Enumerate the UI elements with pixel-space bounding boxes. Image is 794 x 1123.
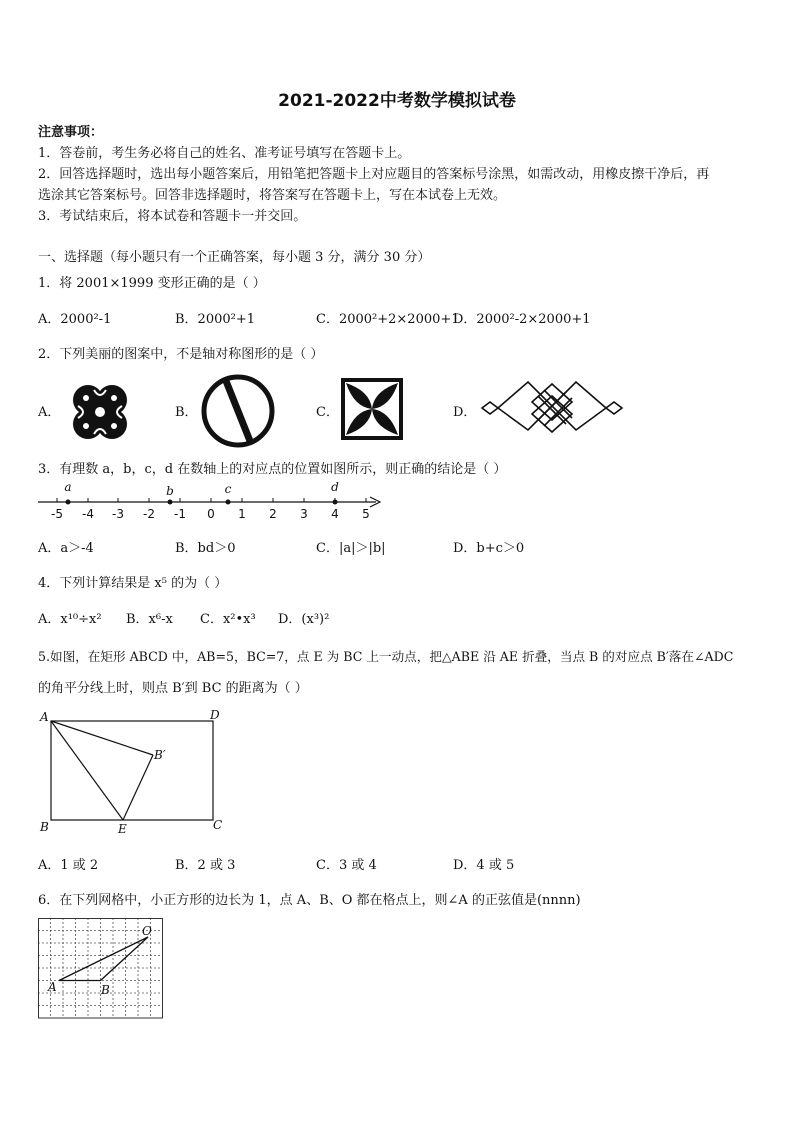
q5-label-b: B bbox=[40, 820, 49, 834]
q2-label-a: A． bbox=[38, 405, 61, 420]
q1-option-d: D．2000²-2×2000+1 bbox=[453, 312, 591, 327]
q3-tick: -4 bbox=[82, 507, 94, 521]
q4-option-a: A．x¹⁰÷x² bbox=[38, 612, 102, 627]
q1-option-c: C．2000²+2×2000+1 bbox=[316, 312, 460, 327]
q3-tick: -1 bbox=[174, 507, 186, 521]
q5-label-c: C bbox=[213, 818, 223, 832]
q3-number-line bbox=[36, 478, 386, 524]
q5-rectangle-figure bbox=[36, 707, 232, 837]
section-heading: 一、选择题（每小题只有一个正确答案，每小题 3 分，满分 30 分） bbox=[38, 250, 431, 265]
question-4-stem: 4．下列计算结果是 x⁵ 的为（ ） bbox=[38, 576, 228, 591]
question-6-stem: 6．在下列网格中，小正方形的边长为 1，点 A、B、O 都在格点上，则∠A 的正弦值是(nnnn) bbox=[38, 893, 581, 908]
q1-option-b: B．2000²+1 bbox=[175, 312, 256, 327]
q6-grid-figure bbox=[38, 918, 164, 1020]
q5-label-a: A bbox=[40, 710, 49, 724]
q5-label-e: E bbox=[118, 822, 127, 836]
q3-label-b: b bbox=[166, 484, 174, 498]
q5-option-a: A．1 或 2 bbox=[38, 858, 99, 873]
q2-pattern-b bbox=[200, 373, 276, 449]
q4-option-d: D．(x³)² bbox=[278, 612, 330, 627]
question-3-stem: 3．有理数 a，b，c，d 在数轴上的对应点的位置如图所示，则正确的结论是（ ） bbox=[38, 462, 507, 477]
q2-label-b: B． bbox=[175, 405, 198, 420]
q3-tick: 4 bbox=[331, 507, 339, 521]
question-1-stem: 1．将 2001×1999 变形正确的是（ ） bbox=[38, 276, 266, 291]
q2-label-d: D． bbox=[453, 405, 477, 420]
question-2-stem: 2．下列美丽的图案中，不是轴对称图形的是（ ） bbox=[38, 347, 324, 362]
question-5-stem-line-2: 的角平分线上时，则点 B′到 BC 的距离为（ ） bbox=[38, 681, 308, 696]
q5-label-b-prime: B′ bbox=[154, 748, 166, 762]
question-5-stem-line-1: 5.如图，在矩形 ABCD 中，AB=5，BC=7，点 E 为 BC 上一动点，把△ABE 沿 AE 折叠，当点 B 的对应点 B′落在∠ADC bbox=[38, 649, 734, 664]
notice-line-2: 2．回答选择题时，选出每小题答案后，用铅笔把答题卡上对应题目的答案标号涂黑，如需改动，用橡皮擦干净后，再 bbox=[38, 167, 710, 182]
q3-tick: 0 bbox=[207, 507, 215, 521]
q3-tick: 5 bbox=[362, 507, 370, 521]
page-title: 2021-2022中考数学模拟试卷 bbox=[278, 91, 516, 111]
notice-line-4: 3．考试结束后，将本试卷和答题卡一并交回。 bbox=[38, 209, 307, 224]
q3-option-c: C．|a|＞|b| bbox=[316, 541, 386, 556]
q3-tick: 3 bbox=[300, 507, 308, 521]
q3-option-a: A．a＞-4 bbox=[38, 541, 94, 556]
q3-tick: -2 bbox=[143, 507, 155, 521]
q6-label-a: A bbox=[48, 980, 57, 994]
q3-tick: 1 bbox=[238, 507, 246, 521]
q3-tick: -5 bbox=[51, 507, 63, 521]
q5-label-d: D bbox=[210, 708, 220, 722]
q1-option-a: A．2000²-1 bbox=[38, 312, 112, 327]
q5-option-c: C．3 或 4 bbox=[316, 858, 377, 873]
q4-option-c: C．x²•x³ bbox=[200, 612, 256, 627]
q6-label-b: B bbox=[101, 983, 110, 997]
q5-option-b: B．2 或 3 bbox=[175, 858, 236, 873]
q3-tick: -3 bbox=[112, 507, 124, 521]
q3-label-a: a bbox=[64, 480, 72, 494]
q5-option-d: D．4 或 5 bbox=[453, 858, 515, 873]
q3-label-d: d bbox=[331, 480, 339, 494]
q2-label-c: C． bbox=[316, 405, 339, 420]
q3-label-c: c bbox=[224, 482, 232, 496]
notice-line-3: 选涂其它答案标号。回答非选择题时，将答案写在答题卡上，写在本试卷上无效。 bbox=[38, 188, 507, 203]
q2-pattern-d bbox=[480, 378, 624, 438]
q3-tick: 2 bbox=[269, 507, 277, 521]
notice-line-1: 1．答卷前，考生务必将自己的姓名、准考证号填写在答题卡上。 bbox=[38, 146, 411, 161]
q3-option-b: B．bd＞0 bbox=[175, 541, 236, 556]
q2-pattern-a bbox=[64, 376, 136, 448]
q3-option-d: D．b+c＞0 bbox=[453, 541, 525, 556]
notice-heading: 注意事项： bbox=[38, 125, 104, 140]
q6-label-o: O bbox=[142, 924, 152, 938]
q4-option-b: B．x⁶-x bbox=[126, 612, 173, 627]
q2-pattern-c bbox=[340, 377, 404, 441]
